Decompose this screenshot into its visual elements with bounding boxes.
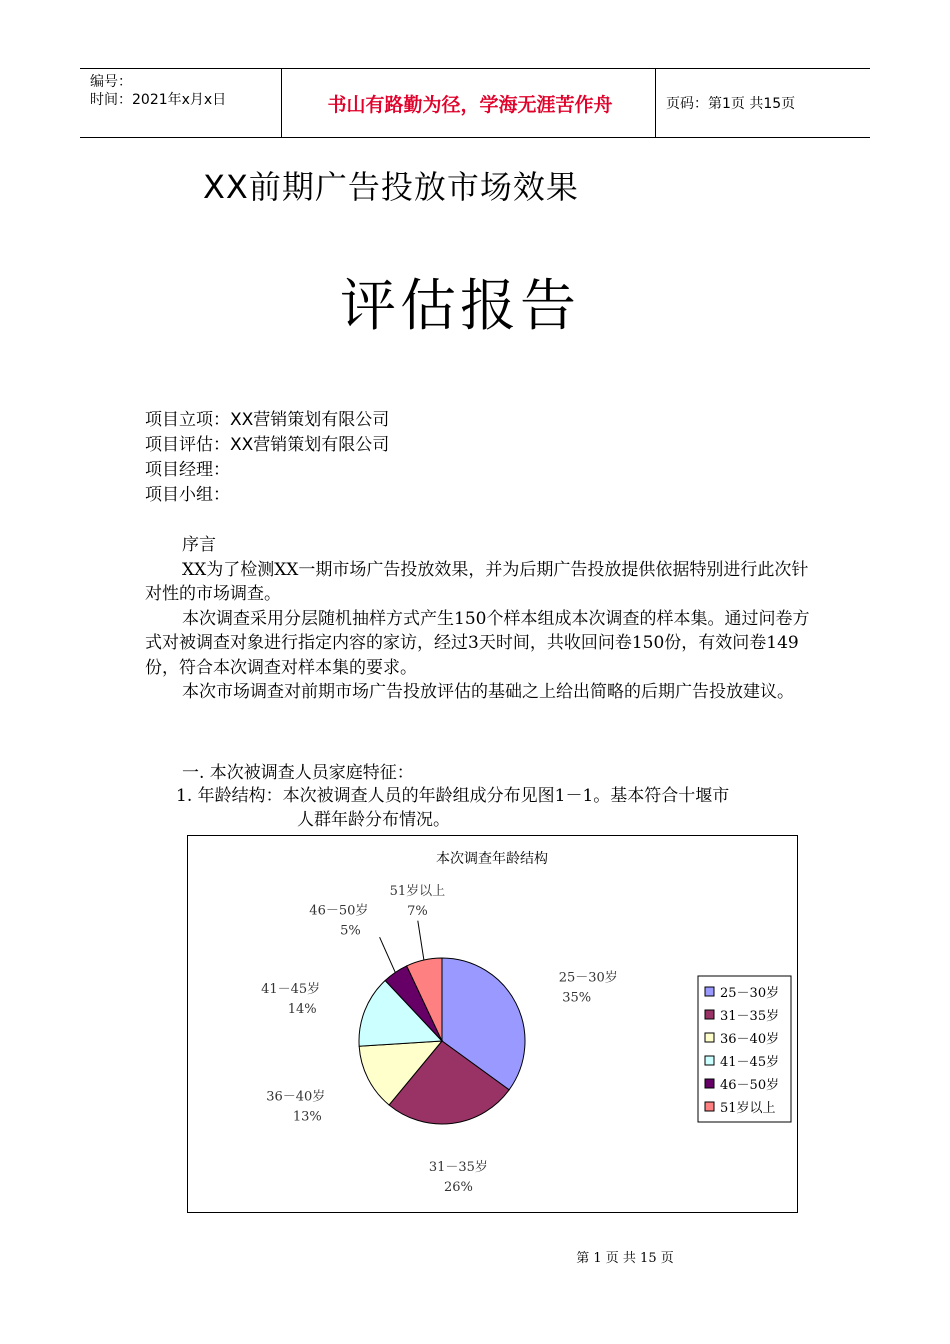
slice-category-label: 31－35岁 bbox=[428, 1160, 488, 1175]
project-eval: 项目评估：XX营销策划有限公司 bbox=[145, 435, 390, 455]
legend-label: 36－40岁 bbox=[720, 1032, 780, 1047]
project-team: 项目小组： bbox=[145, 485, 230, 505]
report-title-line2: 评估报告 bbox=[340, 274, 580, 339]
leader-line bbox=[380, 937, 396, 972]
legend-swatch bbox=[705, 1033, 714, 1042]
legend-label: 25－30岁 bbox=[720, 986, 780, 1001]
chart-title: 本次调查年龄结构 bbox=[436, 851, 548, 867]
paragraph: XX为了检测XX一期市场广告投放效果，并为后期广告投放提供依据特别进行此次针对性的市场调查。 bbox=[145, 559, 809, 604]
section-heading: 一. 本次被调查人员家庭特征： bbox=[182, 763, 414, 783]
header-divider bbox=[655, 69, 656, 137]
paragraph: 本次市场调查对前期市场广告投放评估的基础之上给出简略的后期广告投放建议。 bbox=[182, 682, 794, 702]
slice-percent-label: 26% bbox=[443, 1180, 473, 1195]
legend-swatch bbox=[705, 1102, 714, 1111]
subsection-heading: 1. 年龄结构：本次被调查人员的年龄组成分布见图1－1。基本符合十堰市 bbox=[176, 786, 730, 806]
slice-category-label: 25－30岁 bbox=[558, 970, 618, 986]
legend-swatch bbox=[705, 1079, 714, 1088]
report-body bbox=[145, 533, 810, 705]
slice-category-label: 36－40岁 bbox=[266, 1089, 326, 1105]
page-header bbox=[80, 68, 870, 138]
slice-percent-label: 5% bbox=[340, 923, 361, 939]
legend-label: 31－35岁 bbox=[720, 1009, 780, 1024]
legend-swatch bbox=[705, 987, 714, 996]
slice-percent-label: 13% bbox=[292, 1109, 322, 1125]
subsection-heading-cont: 人群年龄分布情况。 bbox=[297, 810, 450, 830]
report-title-line1: XX前期广告投放市场效果 bbox=[203, 168, 579, 206]
header-divider bbox=[281, 69, 282, 137]
paragraph: 本次调查采用分层随机抽样方式产生150个样本组成本次调查的样本集。通过问卷方式对被调查对象进行指定内容的家访，经过3天时间，共收回问卷150份，有效问卷149份，符合本次调查对样本集的要求。 bbox=[145, 608, 810, 678]
page-footer: 第 1 页 共 15 页 bbox=[576, 1251, 674, 1266]
preface-title: 序言 bbox=[182, 535, 216, 555]
slice-category-label: 46－50岁 bbox=[309, 903, 369, 919]
age-chart bbox=[187, 835, 798, 1213]
slice-percent-label: 35% bbox=[562, 990, 592, 1006]
header-motto: 书山有路勤为径，学海无涯苦作舟 bbox=[327, 93, 613, 116]
legend-label: 51岁以上 bbox=[720, 1101, 776, 1116]
pie-chart bbox=[188, 836, 797, 1212]
slice-percent-label: 14% bbox=[287, 1001, 317, 1017]
header-number: 编号： bbox=[90, 74, 132, 90]
slice-percent-label: 7% bbox=[407, 904, 428, 920]
project-setup: 项目立项：XX营销策划有限公司 bbox=[145, 410, 390, 430]
leader-line bbox=[418, 921, 424, 960]
header-time: 时间：2021年x月x日 bbox=[90, 92, 227, 108]
project-meta bbox=[145, 408, 389, 508]
legend-swatch bbox=[705, 1010, 714, 1019]
header-page-info: 页码：第1页 共15页 bbox=[666, 96, 796, 112]
legend-label: 46－50岁 bbox=[720, 1078, 780, 1093]
project-manager: 项目经理： bbox=[145, 460, 230, 480]
slice-category-label: 51岁以上 bbox=[389, 884, 446, 900]
legend-swatch bbox=[705, 1056, 714, 1065]
slice-category-label: 41－45岁 bbox=[261, 981, 321, 997]
legend-label: 41－45岁 bbox=[720, 1055, 780, 1070]
header-meta bbox=[90, 73, 226, 109]
